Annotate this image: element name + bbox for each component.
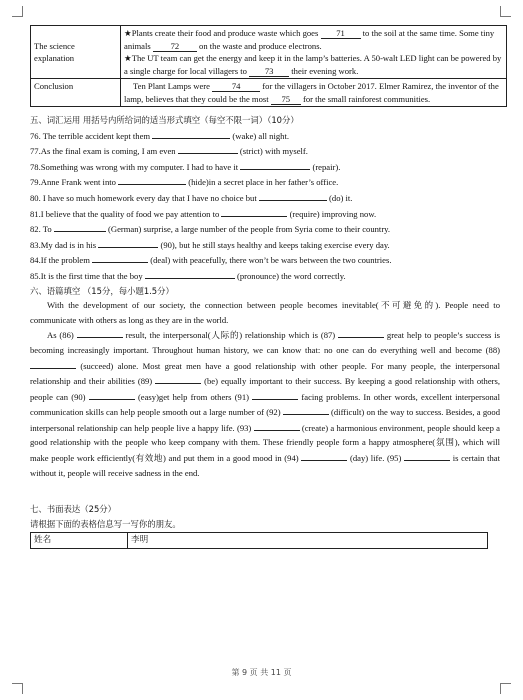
reading-table [30, 25, 507, 107]
section-5 [30, 113, 500, 549]
answer-blank-86[interactable] [77, 327, 123, 338]
question-81: 81.I believe that the quality of food we pay attention to (require) improving now. [30, 206, 500, 222]
answer-blank-91[interactable] [252, 389, 298, 400]
answer-blank-79[interactable] [118, 174, 186, 185]
answer-blank-92[interactable] [283, 404, 329, 415]
table-row [31, 533, 488, 549]
blank-71[interactable]: 71 [321, 28, 361, 39]
passage-paragraph-1: With the development of our society, the connection between people becomes inevitable(不可避免的). People need to communicate with others as long as they are in the world. [30, 300, 500, 325]
crop-mark-top-right [500, 6, 511, 17]
science-explanation-label: The science explanation [31, 26, 121, 79]
conclusion-cell: Ten Plant Lamps were 74 for the villagers in October 2017. Elmer Ramirez, the inventor of the lamp, believes that they could be the most 75 for the small rainforest communities. [121, 79, 507, 107]
bullet-item: ★The UT team can get the energy and keep it in the lamp’s batteries. A 50-walt LED light can be powered by a single charge for local villagers to 73 their evening work. [124, 53, 502, 76]
answer-blank-76[interactable] [152, 128, 230, 139]
question-80: 80. I have so much homework every day that I have no choice but (do) it. [30, 190, 500, 206]
question-78: 78.Something was wrong with my computer. I had to have it (repair). [30, 159, 500, 175]
question-83: 83.My dad is in his (90), but he still stays healthy and keeps taking exercise every day. [30, 237, 500, 253]
answer-blank-83[interactable] [98, 237, 158, 248]
section-7-heading: 七、书面表达（25分） [30, 504, 117, 515]
answer-blank-87[interactable] [338, 327, 384, 338]
bullet-item: ★Plants create their food and produce waste which goes 71 to the soil at the same time. Some tiny animals 72 on the waste and produce electrons. [124, 28, 495, 51]
answer-blank-94[interactable] [301, 450, 347, 461]
section-5-heading: 五、词汇运用 用括号内所给词的适当形式填空（每空不限一词）（10分） [30, 115, 299, 125]
star-icon: ★ [124, 53, 132, 63]
answer-blank-81[interactable] [221, 206, 287, 217]
answer-blank-90[interactable] [89, 389, 135, 400]
page-content [30, 25, 500, 549]
friend-info-table [30, 532, 488, 549]
answer-blank-78[interactable] [240, 159, 310, 170]
table-row-science [31, 26, 507, 79]
answer-blank-77[interactable] [178, 143, 238, 154]
blank-73[interactable]: 73 [249, 66, 289, 77]
table-row-conclusion [31, 79, 507, 107]
answer-blank-84[interactable] [92, 252, 148, 263]
crop-mark-bottom-right [500, 683, 511, 694]
answer-blank-82[interactable] [54, 221, 106, 232]
answer-blank-85[interactable] [145, 268, 235, 279]
question-77: 77.As the final exam is coming, I am even (strict) with myself. [30, 143, 500, 159]
question-84: 84.If the problem (deal) with peacefully, there won’t be wars between the two countries. [30, 252, 500, 268]
blank-75[interactable]: 75 [271, 94, 301, 105]
question-79: 79.Anne Frank went into (hide)in a secret place in her father’s office. [30, 174, 500, 190]
name-value: 李明 [128, 533, 488, 549]
answer-blank-95[interactable] [404, 450, 450, 461]
star-icon: ★ [124, 28, 132, 38]
answer-blank-80[interactable] [259, 190, 327, 201]
crop-mark-bottom-left [12, 683, 23, 694]
section-7-instruction: 请根据下面的表格信息写一写你的朋友。 [30, 518, 181, 529]
page-number: 第 9 页 共 11 页 [231, 668, 292, 677]
answer-blank-88[interactable] [30, 358, 76, 369]
conclusion-label: Conclusion [31, 79, 121, 107]
crop-mark-top-left [12, 6, 23, 17]
answer-blank-93[interactable] [254, 420, 300, 431]
question-76: 76. The terrible accident kept them (wake) all night. [30, 128, 500, 144]
question-85: 85.It is the first time that the boy (pronounce) the word correctly. [30, 268, 500, 284]
question-82: 82. To (German) surprise, a large number of the people from Syria come to their country. [30, 221, 500, 237]
answer-blank-89[interactable] [155, 373, 201, 384]
passage-paragraph-2: As (86) result, the interpersonal(人际的) relationship which is (87) great help to people’s success is becoming increasingly important. Throughout human history, we can know that: no one can do everything well and become (88) (succeed) alone. Most great men have a good relationship with other people. For many people, the interpersonal relationship and their abilities (89) (be) equally important to their success. By keeping a good relationship with others, people can (90) (easy)get help from others (91) facing problems. In other words, excellent interpersonal communication skills can help people smooth out a large number of (92) (difficult) on the way to success. Besides, a good interpersonal relationship can help people live a happy life. (93) (create) a harmonious environment, people should keep a good relationship with the people who keep company with them. These friendly people form a happy atmosphere(氛围), which will make people work efficiently(有效地) and put them in a good mood in (94) (day) life. (95) is certain that without it, people will receive sadness in the end. [30, 327, 500, 480]
section-6-heading: 六、语篇填空 （15分，每小题1.5分） [30, 285, 174, 296]
science-explanation-cell [121, 26, 507, 79]
blank-72[interactable]: 72 [153, 41, 197, 52]
name-label: 姓名 [31, 533, 128, 549]
blank-74[interactable]: 74 [212, 81, 260, 92]
